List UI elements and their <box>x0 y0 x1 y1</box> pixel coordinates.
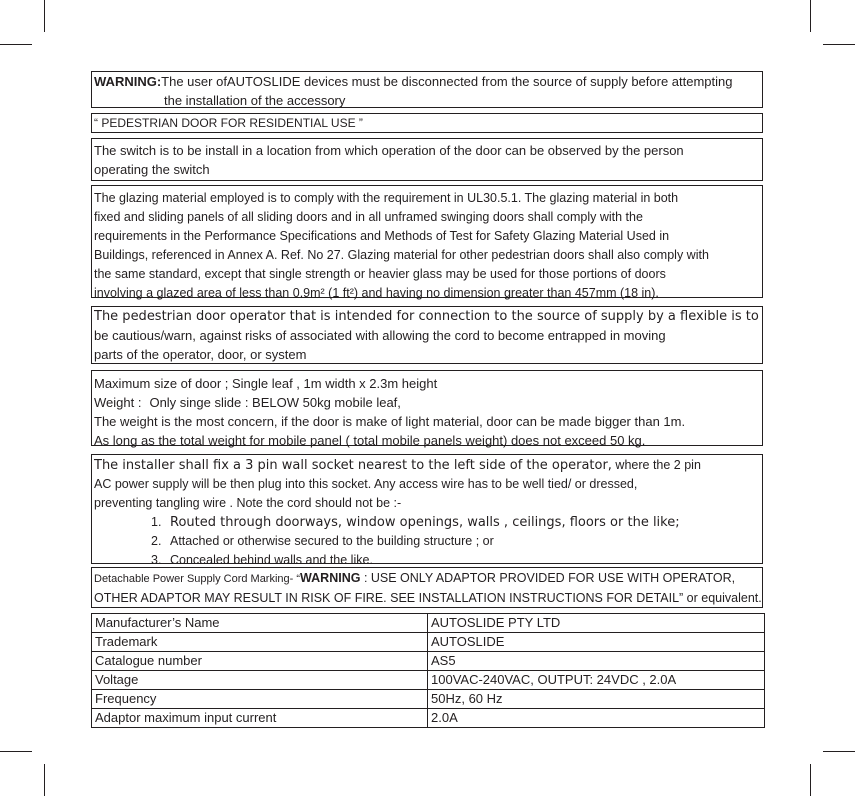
crop-mark <box>0 751 32 752</box>
switch-location-box <box>91 138 763 181</box>
warning-box <box>91 71 763 108</box>
socket-line: AC power supply will be then plug into this socket. Any access wire has to be well tied/ or dressed, <box>94 477 638 491</box>
warning-text: The user ofAUTOSLIDE devices must be disconnected from the source of supply before attempting <box>161 74 733 89</box>
table-cell-label: Manufacturer’s Name <box>92 614 428 633</box>
list-number: 1. <box>151 515 162 529</box>
crop-mark <box>810 0 811 32</box>
table-cell-value: 2.0A <box>428 709 765 728</box>
table-cell-label: Frequency <box>92 690 428 709</box>
size-line: The weight is the most concern, if the door is make of light material, door can be made bigger than 1m. <box>94 414 686 429</box>
table-cell-value: 100VAC-240VAC, OUTPUT: 24VDC , 2.0A <box>428 671 765 690</box>
cord-line: be cautious/warn, against risks of associated with allowing the cord to become entrapped in moving <box>94 328 666 343</box>
table-cell-label: Voltage <box>92 671 428 690</box>
glazing-box <box>91 185 763 298</box>
table-cell-value: 50Hz, 60 Hz <box>428 690 765 709</box>
table-row <box>92 633 765 652</box>
table-row <box>92 690 765 709</box>
switch-text-line1: The switch is to be install in a location from which operation of the door can be observed by the person <box>94 143 684 158</box>
size-line: As long as the total weight for mobile panel ( total mobile panels weight) does not exceed 50 kg. <box>94 433 646 448</box>
list-text: Routed through doorways, window openings, walls , ceilings, floors or the like; <box>170 515 680 530</box>
list-item <box>94 532 760 551</box>
crop-mark <box>44 764 45 796</box>
specification-table <box>91 613 765 728</box>
crop-mark <box>810 764 811 796</box>
table-cell-value: AS5 <box>428 652 765 671</box>
table-cell-label: Trademark <box>92 633 428 652</box>
socket-line: preventing tangling wire . Note the cord should not be :- <box>94 496 402 510</box>
usage-box <box>91 113 763 133</box>
marking-warning: WARNING <box>300 571 361 585</box>
usage-text: “ PEDESTRIAN DOOR FOR RESIDENTIAL USE ” <box>94 116 363 130</box>
warning-label: WARNING: <box>94 74 162 89</box>
size-line: Maximum size of door ; Single leaf , 1m width x 2.3m height <box>94 376 438 391</box>
socket-line: where the 2 pin <box>611 458 701 472</box>
socket-box <box>91 454 763 567</box>
table-row <box>92 614 765 633</box>
glazing-line: the same standard, except that single strength or heavier glass may be used for those portions of doors <box>94 267 666 281</box>
table-row <box>92 709 765 728</box>
list-text: Attached or otherwise secured to the building structure ; or <box>170 534 494 548</box>
marking-text-line2: OTHER ADAPTOR MAY RESULT IN RISK OF FIRE. SEE INSTALLATION INSTRUCTIONS FOR DETAIL” or equivalent. <box>94 591 762 605</box>
glazing-line: involving a glazed area of less than 0.9m² (1 ft²) and having no dimension greater than 457mm (18 in). <box>94 286 659 300</box>
weight-label: Weight : <box>94 395 142 410</box>
weight-text: Only singe slide : BELOW 50kg mobile leaf, <box>149 395 401 410</box>
socket-line: The installer shall fix a 3 pin wall socket nearest to the left side of the operator, <box>94 458 612 473</box>
door-size-box <box>91 370 763 446</box>
list-number: 3. <box>151 553 162 567</box>
cord-line: The pedestrian door operator that is intended for connection to the source of supply by a flexible is to <box>94 309 759 324</box>
table-row <box>92 671 765 690</box>
marking-text: : USE ONLY ADAPTOR PROVIDED FOR USE WITH OPERATOR, <box>360 571 736 585</box>
list-text: Concealed behind walls and the like. <box>170 553 373 567</box>
crop-mark <box>0 44 32 45</box>
switch-text-line2: operating the switch <box>94 162 210 177</box>
table-cell-label: Adaptor maximum input current <box>92 709 428 728</box>
marking-prefix: Detachable Power Supply Cord Marking- “ <box>94 573 301 585</box>
cord-caution-box <box>91 306 763 364</box>
table-cell-value: AUTOSLIDE <box>428 633 765 652</box>
cord-line: parts of the operator, door, or system <box>94 347 307 362</box>
table-row <box>92 652 765 671</box>
glazing-line: The glazing material employed is to comply with the requirement in UL30.5.1. The glazing material in both <box>94 191 679 205</box>
table-cell-label: Catalogue number <box>92 652 428 671</box>
cord-marking-box <box>91 567 763 608</box>
glazing-line: requirements in the Performance Specifications and Methods of Test for Safety Glazing Material Used in <box>94 229 670 243</box>
list-number: 2. <box>151 534 162 548</box>
table-cell-value: AUTOSLIDE PTY LTD <box>428 614 765 633</box>
crop-mark <box>823 751 855 752</box>
warning-text-line2: the installation of the accessory <box>164 93 346 108</box>
glazing-line: Buildings, referenced in Annex A. Ref. No 27. Glazing material for other pedestrian doors shall also comply with <box>94 248 709 262</box>
crop-mark <box>44 0 45 32</box>
list-item <box>94 513 760 532</box>
crop-mark <box>823 44 855 45</box>
glazing-line: fixed and sliding panels of all sliding doors and in all unframed swinging doors shall comply with the <box>94 210 643 224</box>
